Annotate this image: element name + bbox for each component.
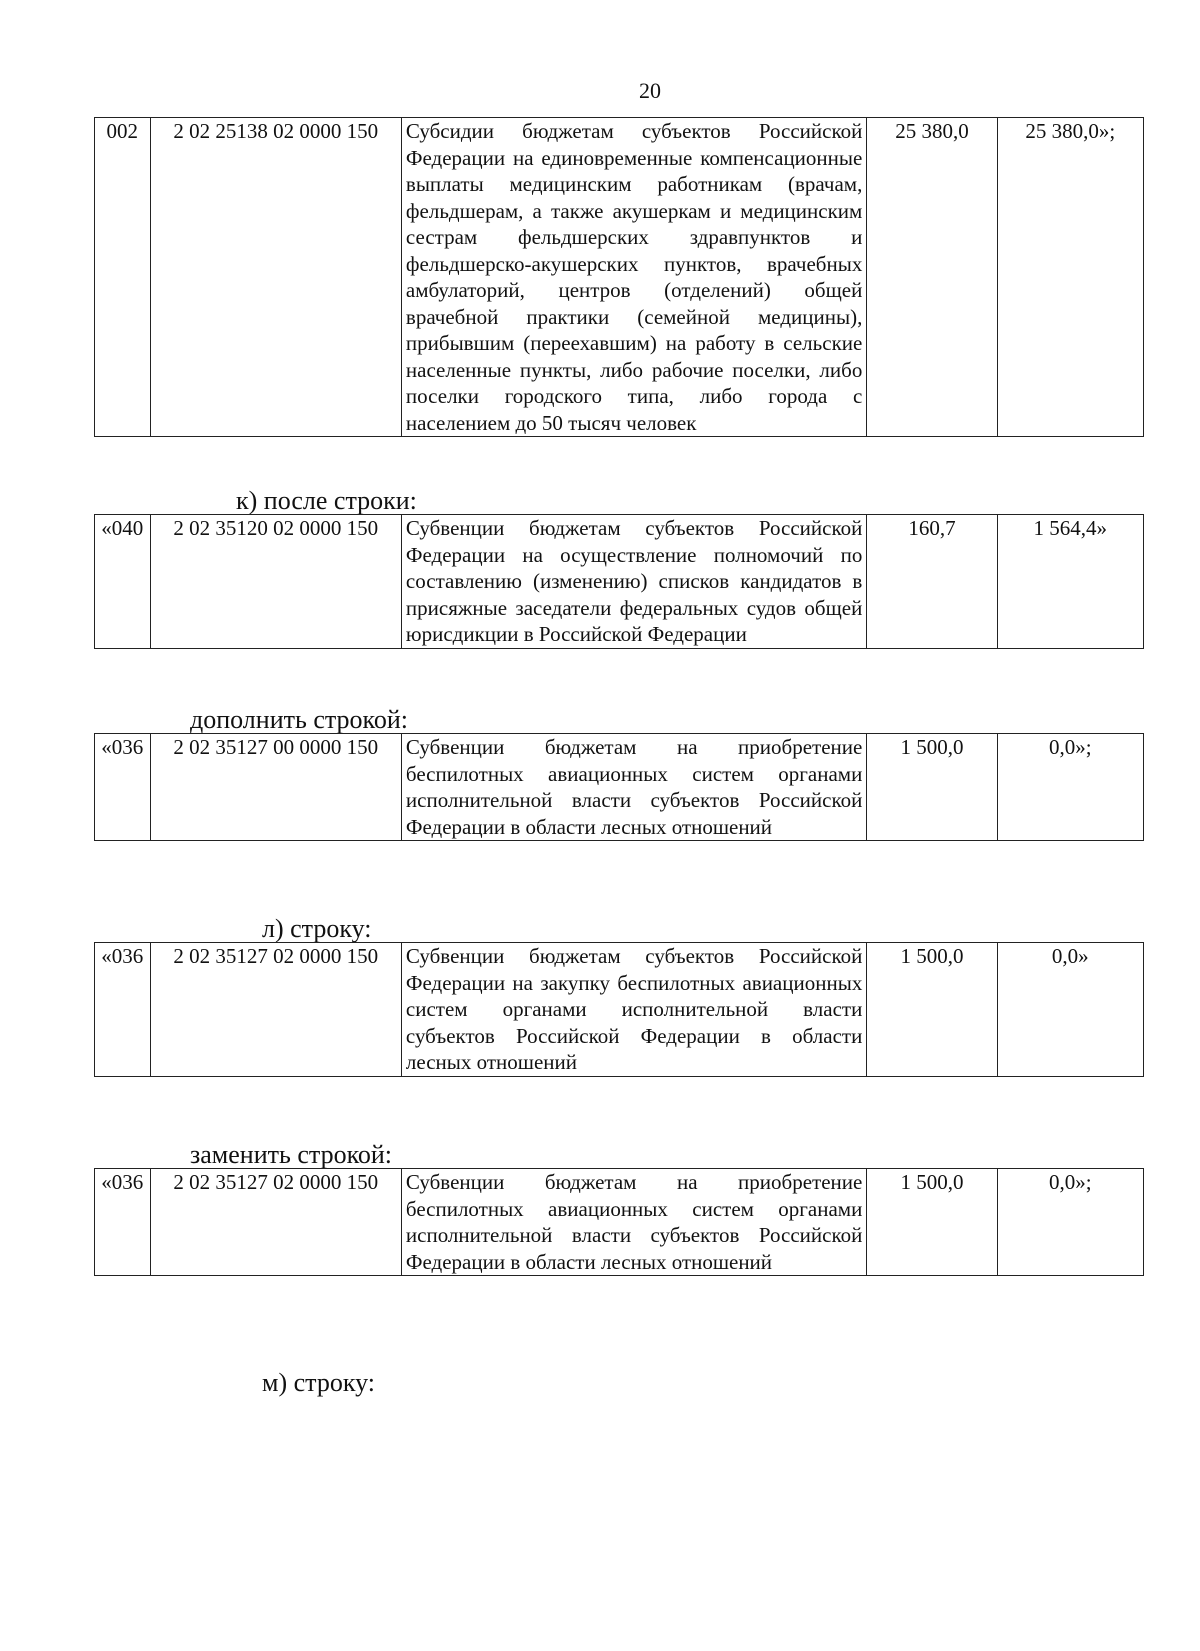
amount-year-1-cell: 1 500,0 — [867, 943, 997, 1077]
amount-year-1-cell: 1 500,0 — [867, 1169, 997, 1276]
amount-year-2-cell: 0,0» — [997, 943, 1143, 1077]
page-number: 20 — [639, 78, 661, 103]
table-row — [95, 515, 1144, 649]
section-heading-replace: заменить строкой: — [190, 1140, 393, 1169]
section-heading-supplement: дополнить строкой: — [190, 705, 408, 734]
section-heading-l: л) строку: — [262, 914, 372, 943]
budget-table-row-5 — [94, 1168, 1144, 1276]
amount-year-1-cell: 160,7 — [867, 515, 997, 649]
income-description-cell: Субвенции бюджетам на приобретение беспилотных авиационных систем органами исполнительной власти субъектов Российской Федерации в области лесных отношений — [401, 734, 866, 841]
amount-year-2-cell: 1 564,4» — [997, 515, 1143, 649]
amount-year-2-cell: 0,0»; — [997, 734, 1143, 841]
income-description-cell: Субсидии бюджетам субъектов Российской Федерации на единовременные компенсационные выплаты медицинским работникам (врачам, фельдшерам, а также акушеркам и медицинским сестрам фельдшерских здравпунктов и фельдшерско-акушерских пунктов, врачебных амбулаторий, центров (отделений) общей врачебной практики (семейной медицины), прибывшим (переехавшим) на работу в сельские населенные пункты, либо рабочие поселки, либо поселки городского типа, либо города с населением до 50 тысяч человек — [401, 118, 866, 437]
budget-table-row-1 — [94, 117, 1144, 437]
budget-classification-code-cell: 2 02 35127 02 0000 150 — [150, 1169, 401, 1276]
budget-classification-code-cell: 2 02 35127 02 0000 150 — [150, 943, 401, 1077]
table-row — [95, 1169, 1144, 1276]
table-row — [95, 734, 1144, 841]
budget-classification-code-cell: 2 02 35120 02 0000 150 — [150, 515, 401, 649]
income-description-cell: Субвенции бюджетам на приобретение беспилотных авиационных систем органами исполнительной власти субъектов Российской Федерации в области лесных отношений — [401, 1169, 866, 1276]
amount-year-1-cell: 25 380,0 — [867, 118, 997, 437]
budget-classification-code-cell: 2 02 35127 00 0000 150 — [150, 734, 401, 841]
admin-code-cell: «040 — [95, 515, 151, 649]
amount-year-2-cell: 0,0»; — [997, 1169, 1143, 1276]
section-heading-m: м) строку: — [262, 1368, 375, 1397]
budget-table-row-3 — [94, 733, 1144, 841]
table-row — [95, 118, 1144, 437]
section-heading-k: к) после строки: — [236, 486, 417, 515]
amount-year-1-cell: 1 500,0 — [867, 734, 997, 841]
income-description-cell: Субвенции бюджетам субъектов Российской Федерации на осуществление полномочий по составлению (изменению) списков кандидатов в присяжные заседатели федеральных судов общей юрисдикции в Российской Федерации — [401, 515, 866, 649]
amount-year-2-cell: 25 380,0»; — [997, 118, 1143, 437]
admin-code-cell: «036 — [95, 943, 151, 1077]
admin-code-cell: 002 — [95, 118, 151, 437]
admin-code-cell: «036 — [95, 1169, 151, 1276]
budget-classification-code-cell: 2 02 25138 02 0000 150 — [150, 118, 401, 437]
income-description-cell: Субвенции бюджетам субъектов Российской Федерации на закупку беспилотных авиационных систем органами исполнительной власти субъектов Российской Федерации в области лесных отношений — [401, 943, 866, 1077]
budget-table-row-2 — [94, 514, 1144, 649]
budget-table-row-4 — [94, 942, 1144, 1077]
table-row — [95, 943, 1144, 1077]
admin-code-cell: «036 — [95, 734, 151, 841]
